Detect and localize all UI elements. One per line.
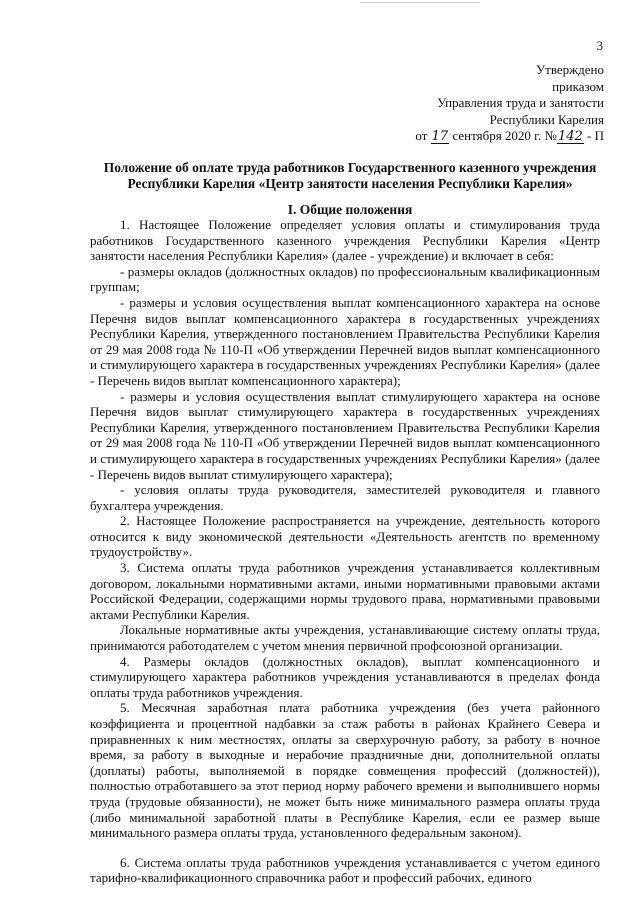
date-middle: сентября 2020 г. № [452,128,557,143]
paragraph-4: - размеры и условия осуществления выплат стимулирующего характера на основе Перечня видов выплат стимулирующего характера в государственных учреждениях Республики Карелия, утвержденного постановлением Правительства Республики Карелия от 29 мая 2008 года № 110-П «Об утверждении Перечней видов выплат компенсационного и стимулирующего характера в государственных учреждениях Республики Карелия» (далее - Перечень видов выплат стимулирующего характера); [90,388,600,482]
approval-line-2: приказом [552,78,604,94]
approval-date-line [415,128,604,145]
title-line-1: Положение об оплате труда работников Государственного казенного учреждения [103,160,597,175]
paragraph-10: 5. Месячная заработная плата работника учреждения (без учета районного коэффициента и процентной надбавки за стаж работы в районах Крайнего Севера и приравненных к ним местностях, оплаты за сверхурочную работу, за работу в ночное время, за работу в выходные и нерабочие праздничные дни, дополнительной оплаты (доплаты) работы, выполняемой в порядке совмещения профессий (должностей)), полностью отработавшего за этот период норму рабочего времени и выполнившего нормы труда (трудовые обязанности), не может быть ниже минимального размера оплаты труда (либо минимальной заработной платы в Республике Карелия, если ее размер выше минимального размера оплаты труда, установленного федеральным законом). [90,700,600,841]
document-title [90,160,610,192]
title-line-2: Республики Карелия «Центр занятости населения Республики Карелия» [127,176,573,191]
handwritten-order-number: 142 [557,129,583,144]
scan-edge-line [360,2,480,3]
paragraph-5: - условия оплаты труда руководителя, заместителей руководителя и главного бухгалтера учреждения. [90,482,600,513]
approval-line-4: Республики Карелия [489,111,604,127]
date-suffix: - П [587,128,604,143]
page-number: 3 [596,38,603,53]
approval-line-1: Утверждено [535,62,604,77]
paragraph-2: - размеры окладов (должностных окладов) по профессиональным квалификационным группам; [90,263,600,295]
paragraph-9: 4. Размеры окладов (должностных окладов), выплат компенсационного и стимулирующего характера работников учреждения устанавливаются в пределах фонда оплаты труда работников учреждения. [90,653,600,700]
paragraph-3: - размеры и условия осуществления выплат компенсационного характера на основе Перечня видов выплат компенсационного характера в государственных учреждениях Республики Карелия, утвержденного постановлением Правительства Республики Карелия от 29 мая 2008 года № 110-П «Об утверждении Перечней видов выплат компенсационного и стимулирующего характера в государственных учреждениях Республики Карелия» (далее - Перечень видов выплат компенсационного характера); [90,294,600,388]
paragraph-7: 3. Система оплаты труда работников учреждения устанавливается коллективным договором, локальными нормативными актами, иными нормативными правовыми актами Российской Федерации, содержащими нормы трудового права, нормативными правовыми актами Республики Карелия. [90,560,600,622]
date-prefix: от [415,128,428,143]
approval-line-3: Управления труда и занятости [437,95,604,110]
paragraph-6: 2. Настоящее Положение распространяется на учреждение, деятельность которого относится к виду экономической деятельности «Деятельность агентств по временному трудоустройству». [90,513,600,560]
approval-stamp-block [415,62,604,145]
paragraph-8: Локальные нормативные акты учреждения, устанавливающие систему оплаты труда, принимаются работодателем с учетом мнения первичной профсоюзной организации. [90,622,600,654]
paragraph-11: 6. Система оплаты труда работников учреждения устанавливается с учетом единого тарифно-квалификационного справочника работ и профессий рабочих, единого [90,854,600,886]
document-body [90,217,600,886]
section-heading: I. Общие положения [287,202,413,217]
paragraph-1: 1. Настоящее Положение определяет условия оплаты и стимулирования труда работников Государственного казенного учреждения Республики Карелия «Центр занятости населения Республики Карелия» (далее - учреждение) и включает в себя: [90,217,600,264]
handwritten-day: 17 [431,129,449,144]
